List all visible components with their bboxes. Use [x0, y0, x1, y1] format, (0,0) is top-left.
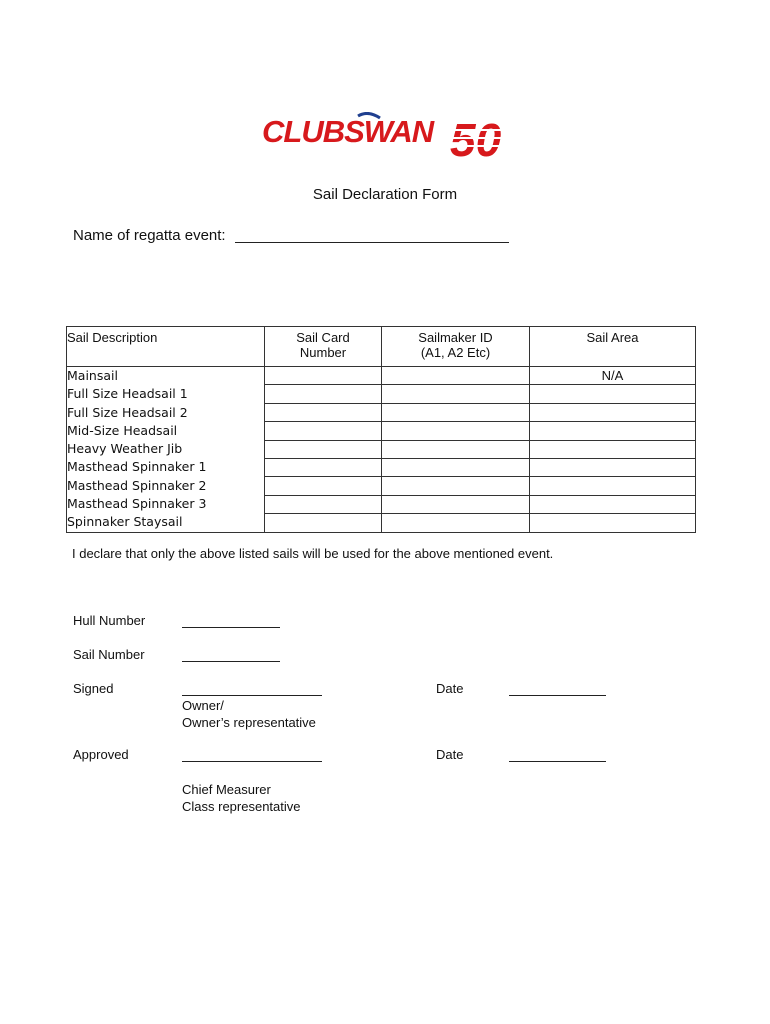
- sailmaker-id-cell[interactable]: [382, 514, 530, 532]
- sail-number-field[interactable]: [182, 661, 280, 662]
- header-sailmaker-id: Sailmaker ID (A1, A2 Etc): [382, 327, 530, 367]
- sail-number-label: Sail Number: [73, 647, 145, 662]
- sailmaker-id-cell[interactable]: [382, 440, 530, 458]
- sail-area-cell[interactable]: [530, 403, 696, 421]
- sailmaker-id-cell[interactable]: [382, 403, 530, 421]
- owner-representative-caption: Owner’s representative: [182, 715, 316, 730]
- table-row: [67, 367, 696, 385]
- header-sail-description: Sail Description: [67, 327, 265, 367]
- sail-table: [66, 326, 696, 533]
- header-sail-card-number: Sail Card Number: [265, 327, 382, 367]
- list-item: Heavy Weather Jib: [67, 441, 183, 457]
- declaration-text: I declare that only the above listed sails will be used for the above mentioned event.: [72, 546, 554, 561]
- sail-area-cell[interactable]: [530, 459, 696, 477]
- list-item: Mainsail: [67, 368, 118, 383]
- signed-field[interactable]: [182, 695, 322, 696]
- logo-number-text: 50: [450, 114, 502, 162]
- sail-card-cell[interactable]: [265, 459, 382, 477]
- form-title: Sail Declaration Form: [312, 186, 458, 203]
- sail-card-cell[interactable]: [265, 495, 382, 513]
- sail-area-cell[interactable]: [530, 422, 696, 440]
- approved-date-label: Date: [436, 747, 464, 762]
- list-item: Masthead Spinnaker 3: [67, 496, 207, 512]
- signed-date-field[interactable]: [509, 695, 606, 696]
- signed-label: Signed: [73, 681, 114, 696]
- sail-card-cell[interactable]: [265, 367, 382, 385]
- sailmaker-id-cell[interactable]: [382, 422, 530, 440]
- sailmaker-id-cell[interactable]: [382, 385, 530, 403]
- sail-area-cell[interactable]: [530, 477, 696, 495]
- list-item: Mid-Size Headsail: [67, 422, 178, 438]
- sailmaker-id-cell[interactable]: [382, 459, 530, 477]
- list-item: Full Size Headsail 2: [67, 404, 188, 420]
- sail-card-cell[interactable]: [265, 440, 382, 458]
- hull-number-label: Hull Number: [73, 613, 146, 628]
- approved-field[interactable]: [182, 761, 322, 762]
- sail-area-cell[interactable]: N/A: [530, 367, 696, 385]
- sailmaker-id-cell[interactable]: [382, 477, 530, 495]
- list-item: Masthead Spinnaker 1: [67, 459, 207, 475]
- logo-brand-text: CLUBSWAN: [262, 114, 434, 149]
- owner-caption: Owner/: [182, 698, 224, 713]
- approved-date-field[interactable]: [509, 761, 606, 762]
- sail-area-cell[interactable]: [530, 385, 696, 403]
- list-item: Masthead Spinnaker 2: [67, 477, 207, 493]
- hull-number-field[interactable]: [182, 627, 280, 628]
- sail-area-cell[interactable]: [530, 514, 696, 532]
- class-representative-caption: Class representative: [182, 799, 301, 814]
- sailmaker-id-cell[interactable]: [382, 495, 530, 513]
- regatta-event-field[interactable]: [235, 242, 509, 243]
- clubswan-50-logo: [260, 112, 515, 162]
- sail-description-list: [67, 367, 265, 533]
- approved-label: Approved: [73, 747, 129, 762]
- header-sail-area: Sail Area: [530, 327, 696, 367]
- list-item: Spinnaker Staysail: [67, 514, 183, 530]
- sailmaker-id-cell[interactable]: [382, 367, 530, 385]
- sail-card-cell[interactable]: [265, 403, 382, 421]
- sail-area-cell[interactable]: [530, 495, 696, 513]
- sail-card-cell[interactable]: [265, 477, 382, 495]
- regatta-event-label: Name of regatta event:: [73, 227, 226, 244]
- sail-card-cell[interactable]: [265, 422, 382, 440]
- list-item: Full Size Headsail 1: [67, 386, 188, 402]
- chief-measurer-caption: Chief Measurer: [182, 782, 271, 797]
- sail-card-cell[interactable]: [265, 514, 382, 532]
- sail-card-cell[interactable]: [265, 385, 382, 403]
- signed-date-label: Date: [436, 681, 464, 696]
- sail-area-cell[interactable]: [530, 440, 696, 458]
- sail-table-header: [67, 327, 696, 367]
